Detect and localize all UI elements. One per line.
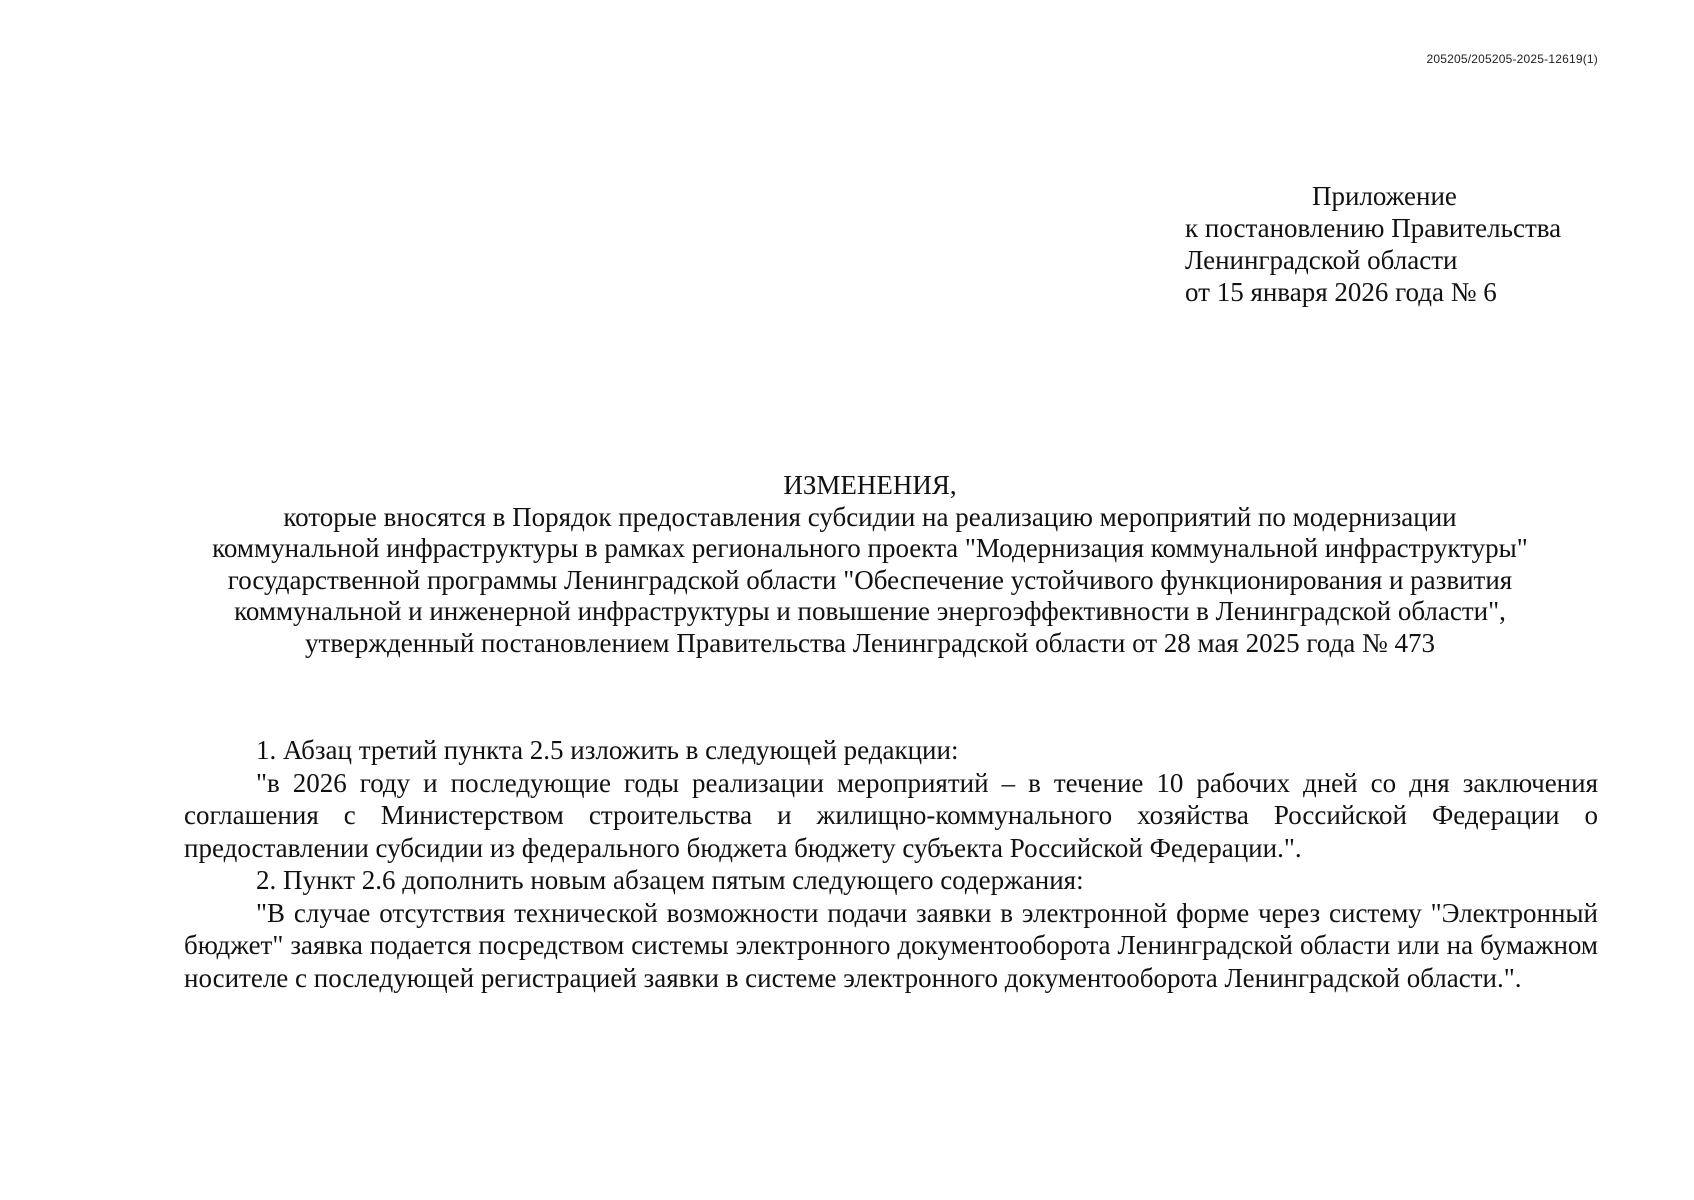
paragraph-item-1: 1. Абзац третий пункта 2.5 изложить в следующей редакции:	[256, 735, 959, 765]
paragraph-quote-2: "В случае отсутствия технической возможности подачи заявки в электронной форме через систему "Электронный бюджет" заявка подается посредством системы электронного документооборота Ленинградской области или на бумажном носителе с последующей регистрацией заявки в системе электронного документооборота Ленинградской области.".	[184, 897, 1598, 993]
appendix-label: Приложение	[1312, 181, 1457, 211]
appendix-block	[1185, 180, 1605, 308]
title-line-1: которые вносятся в Порядок предоставления субсидии на реализацию мероприятий по модернизации	[283, 501, 1457, 532]
appendix-date: от 15 января 2026 года № 6	[1185, 277, 1497, 307]
paragraph-quote-1: "в 2026 году и последующие годы реализации мероприятий – в течение 10 рабочих дней со дня заключения соглашения с Министерством строительства и жилищно-коммунального хозяйства Российской Федерации о предоставлении субсидии из федерального бюджета бюджету субъекта Российской Федерации.".	[184, 767, 1598, 863]
title-heading: ИЗМЕНЕНИЯ,	[783, 470, 957, 500]
document-body	[184, 734, 1598, 994]
title-line-3: государственной программы Ленинградской области "Обеспечение устойчивого функционирования и развития	[227, 564, 1513, 595]
title-line-4: коммунальной и инженерной инфраструктуры и повышение энергоэффективности в Ленинградской области",	[234, 596, 1506, 626]
appendix-region: Ленинградской области	[1185, 245, 1458, 275]
title-line-2: коммунальной инфраструктуры в рамках регионального проекта "Модернизация коммунальной инфраструктуры"	[212, 533, 1528, 563]
document-title	[150, 470, 1590, 659]
paragraph-item-2: 2. Пункт 2.6 дополнить новым абзацем пятым следующего содержания:	[256, 865, 1084, 895]
appendix-reference: к постановлению Правительства	[1185, 213, 1562, 243]
document-code: 205205/205205-2025-12619(1)	[1426, 52, 1598, 66]
title-line-5: утвержденный постановлением Правительства Ленинградской области от 28 мая 2025 года № 473	[305, 627, 1435, 658]
